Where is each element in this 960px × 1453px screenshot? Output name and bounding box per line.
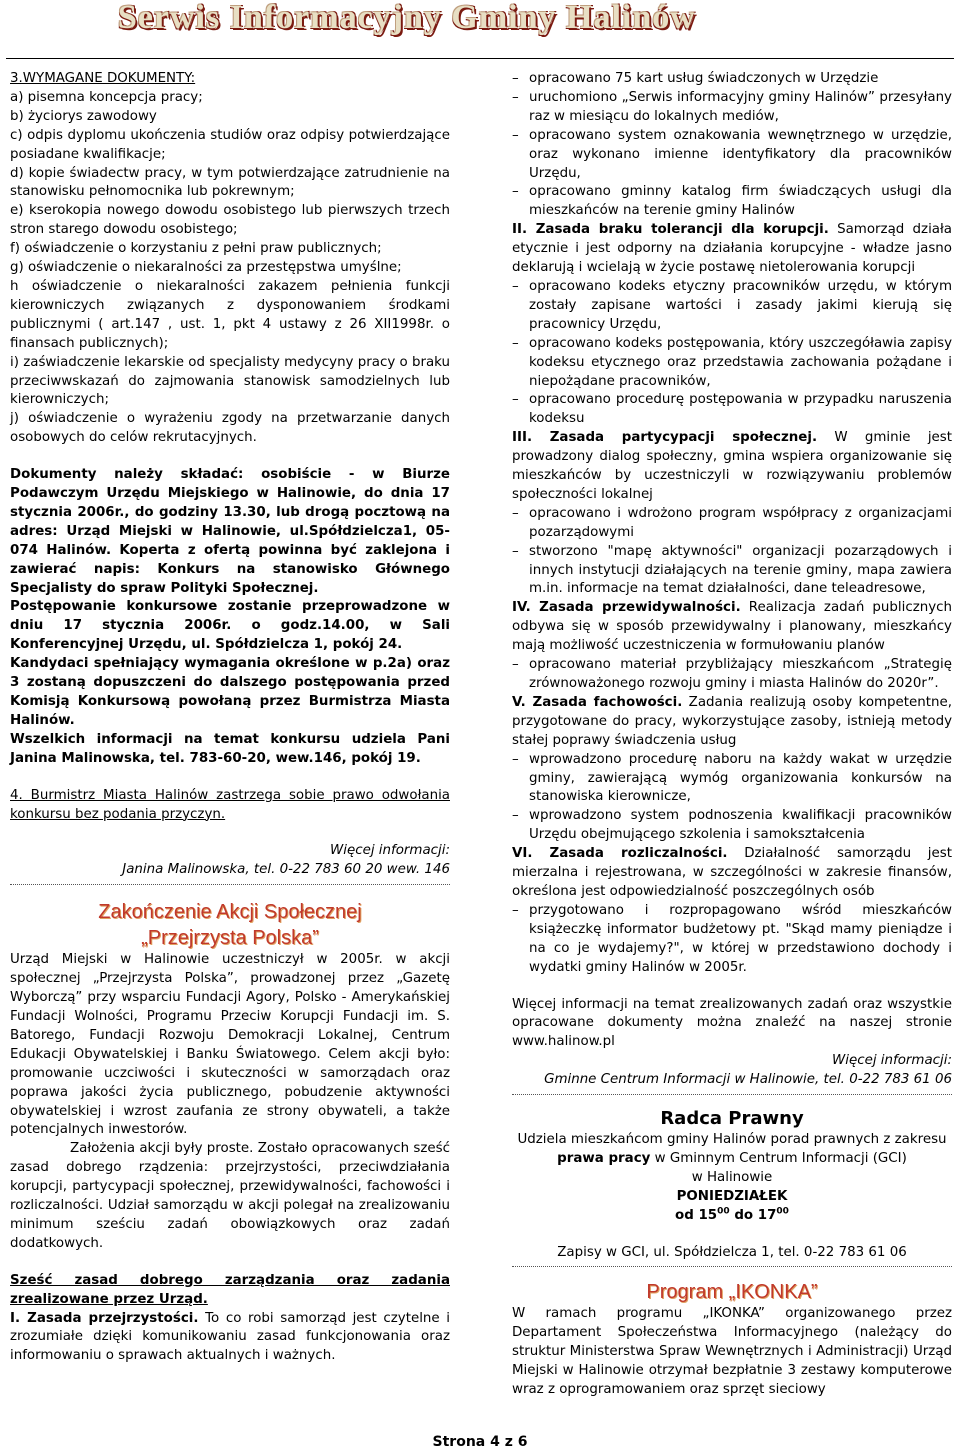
list-item: – przygotowano i rozpropagowano wśród mieszkańców książeczkę informator budżetowy pt. "Skąd mamy pieniądze i na co je wydajemy?", w której w przedstawiono dochody i wydatki gminy Halinów w 2005r. (512, 902, 952, 975)
more-info-contact: Gminne Centrum Informacji w Halinowie, tel. 0-22 783 61 06 (544, 1072, 952, 1088)
cancel-clause: 4. Burmistrz Miasta Halinów zastrzega sobie prawo odwołania konkursu bez podania przyczyn. (10, 787, 450, 822)
radca-day: PONIEDZIAŁEK (676, 1188, 788, 1204)
principle-1-head: I. Zasada przejrzystości. (10, 1310, 199, 1326)
principle-5-text: Zadania realizują osoby kompetentne, przygotowane do pracy, wykorzystujące zasoby, istnieją metody stałej poprawy świadczenia usług (512, 694, 953, 748)
radca-title: Radca Prawny (660, 1108, 804, 1130)
akcja-paragraph-2: Założenia akcji były proste. Zostało opracowanych sześć zasad dobrego rządzenia: przejrzystości, przeciwdziałania korupcji, partycypacji społecznej, przewidywalności, fachowości i rozliczalności. Udział samorządu w akcji polegał na zrealizowaniu minimum sześciu zadań obowiązkowych oraz zadań dodatkowych. (10, 1141, 450, 1251)
list-item: c) odpis dyplomu ukończenia studiów oraz odpisy potwierdzające posiadane kwalifikacje; (10, 127, 450, 162)
separator (512, 1094, 952, 1095)
principle-5-head: V. Zasada fachowości. (512, 694, 683, 710)
list-item: g) oświadczenie o niekaralności za przestępstwa umyślne; (10, 260, 402, 276)
list-item: e) kserokopia nowego dowodu osobistego lub pierwszych trzech stron starego dowodu osobistego; (10, 203, 450, 238)
principle-1 (10, 1310, 450, 1367)
submission-info (10, 466, 450, 769)
list-item: j) oświadczenie o wyrażeniu zgody na przetwarzanie danych osobowych do celów rekrutacyjnych. (10, 411, 450, 446)
banner (0, 0, 960, 36)
list-item: – opracowano system oznakowania wewnętrznego w urzędzie, oraz wykonano imienne identyfikatory dla pracowników Urzędu, (512, 127, 952, 181)
akcja-subtitle: „Przejrzysta Polska” (141, 927, 319, 950)
list-item: – wprowadzono procedurę naboru na każdy wakat w urzędzie gminy, zawierającą wymóg organizowania konkursów na stanowiska kierownicze, (512, 751, 952, 805)
list-item: – stworzono "mapę aktywności" organizacji pozarządowych i innych instytucji działających na terenie gminy, mapa zawiera m.in. informacje na temat działalności, dane teleadresowe, (512, 543, 952, 597)
separator (512, 1266, 952, 1267)
principle-5 (512, 694, 952, 751)
principle-4-text: Realizacja zadań publicznych odbywa się w sposób przewidywalny i planowany, mieszkańcy mają możliwość uczestniczenia w formułowaniu planów (512, 600, 953, 654)
akcja-paragraph-1: Urząd Miejski w Halinowie uczestniczył w 2005r. w akcji społecznej „Przejrzysta Polska”, prowadzonej przez „Gazetę Wyborczą” przy wsparciu Fundacji Agory, Polsko - Amerykańskiej Fundacji Wolności, Programu Przeciw Korupcji Fundacji im. S. Batorego, Fundacji Rozwoju Demokracji Lokalnej, Centrum Edukacji Obywatelskiej i Banku Światowego. Celem akcji było: promowanie uczciwości i skuteczności w samorządach oraz poprawa jakości życia publicznego, pobudzenie aktywności obywatelskiej i wzrost zaufania ze strony obywateli, a także potencjalnych inwestorów. (10, 952, 450, 1138)
page-number: Strona 4 z 6 (432, 1434, 528, 1450)
principle-4-head: IV. Zasada przewidywalności. (512, 600, 741, 616)
list-item: – opracowano i wdrożono program współpracy z organizacjami pozarządowymi (512, 505, 952, 540)
more-info-label: Więcej informacji: (330, 843, 450, 859)
more-info-contact: Janina Malinowska, tel. 0-22 783 60 20 wew. 146 (122, 862, 450, 878)
more-info-paragraph: Więcej informacji na temat zrealizowanych zadań oraz wszystkie opracowane dokumenty można znaleźć na naszej stronie www.halinow.pl (512, 996, 952, 1050)
requirements-title: 3.WYMAGANE DOKUMENTY: (10, 71, 196, 86)
list-item: – wprowadzono system podnoszenia kwalifikacji pracowników Urzędu obejmującego szkolenia i samokształcenia (512, 808, 952, 843)
requirements-list (10, 89, 450, 448)
principle-6-head: VI. Zasada rozliczalności. (512, 846, 728, 862)
radca-line-2: prawa pracy w Gminnym Centrum Informacji (GCI) (557, 1150, 907, 1166)
radca-signup: Zapisy w GCI, ul. Spółdzielcza 1, tel. 0-22 783 61 06 (557, 1244, 907, 1260)
contact-paragraph: Wszelkich informacji na temat konkursu udziela Pani Janina Malinowska, tel. 783-60-20, wew.146, pokój 19. (10, 731, 450, 766)
right-column (512, 70, 952, 1400)
list-item: – opracowano procedurę postępowania w przypadku naruszenia kodeksu (512, 392, 952, 427)
list-item: f) oświadczenie o korzystaniu z pełni praw publicznych; (10, 241, 382, 257)
more-info-label: Więcej informacji: (832, 1053, 952, 1069)
list-item: – opracowano gminny katalog firm świadczących usługi dla mieszkańców na terenie gminy Halinów (512, 184, 952, 219)
principle-3-text: W gminie jest prowadzony dialog społeczny, gmina wspiera organizowanie się mieszkańców by uczestniczyli w rozwiązywaniu problemów społeczności lokalnej (512, 430, 953, 502)
principle-2-text: Samorząd działa etycznie i jest odporny na działania korupcyjne - władze jasno deklarują i wcielają w życie postawę nietolerowania korupcji (512, 222, 953, 276)
principle-3-head: III. Zasada partycypacji społecznej. (512, 430, 818, 446)
list-item: – uruchomiono „Serwis informacyjny gminy Halinów” przesyłany raz w miesiącu do lokalnych mediów, (512, 89, 952, 124)
list-item: d) kopie świadectw pracy, w tym potwierdzające zatrudnienie na stanowisku pełnomocnika lub pokrewnym; (10, 165, 450, 200)
principle-2-head: II. Zasada braku tolerancji dla korupcji. (512, 222, 829, 238)
principle-6-text: Działalność samorządu jest mierzalna i rejestrowana, w szczególności w zakresie finansów, określona jest odpowiedzialność poszczególnych osób (512, 846, 952, 899)
principle-3 (512, 429, 952, 505)
procedure-paragraph: Postępowanie konkursowe zostanie przeprowadzone w dniu 17 stycznia 2006r. o godz.14.00, w Sali Konferencyjnej Urzędu, ul. Spółdzielcza 1, pokój 24. (10, 599, 450, 653)
left-column (10, 70, 450, 1366)
radca-line-3: w Halinowie (691, 1169, 773, 1185)
list-item: i) zaświadczenie lekarskie od specjalisty medycyny pracy o braku przeciwwskazań do zajmowania stanowisk samodzielnych lub kierowniczych; (10, 354, 450, 408)
radca-hours: od $15^{00}$ do $17^{00}$ (675, 1206, 789, 1223)
radca-line-1: Udziela mieszkańcom gminy Halinów porad prawnych z zakresu (517, 1132, 947, 1148)
six-principles-title: Sześć zasad dobrego zarządzania oraz zadania zrealizowane przez Urząd. (10, 1272, 450, 1307)
candidates-paragraph: Kandydaci spełniający wymagania określone w p.2a) oraz 3 zostaną dopuszczeni do dalszego postępowania przed Komisją Konkursową powołaną przez Burmistrza Miasta Halinów. (10, 656, 450, 728)
list-item: – opracowano materiał przybliżający mieszkańcom „Strategię zrównoważonego rozwoju gminy i miasta Halinów do 2020r”. (512, 657, 952, 691)
banner-title: Serwis Informacyjny Gminy Halinów (118, 0, 696, 36)
principle-1-text: To co robi samorząd jest czytelne i zrozumiałe dzięki komunikowaniu zasad funkcjonowania oraz informowaniu o sprawach aktualnych i ważnych. (10, 1310, 451, 1364)
list-item: b) życiorys zawodowy (10, 108, 157, 124)
top-rule (6, 58, 954, 59)
list-item: – opracowano kodeks etyczny pracowników urzędu, w którym zostały zapisane wartości i zasady jakimi kierują się pracownicy Urzędu, (512, 278, 952, 332)
akcja-title: Zakończenie Akcji Społecznej (98, 901, 362, 924)
principle-6 (512, 845, 952, 902)
list-item: h oświadczenie o niekaralności zakazem pełnienia funkcji kierowniczych związanych z dysponowaniem środkami publicznymi ( art.147 , ust. 1, pkt 4 ustawy z 26 XII1998r. o finansach publicznych); (10, 278, 450, 351)
principle-2 (512, 221, 952, 278)
principle-4 (512, 599, 952, 656)
list-item: – opracowano kodeks postępowania, który uszczegóławia zapisy kodeksu etycznego oraz przedstawia zachowania pożądane i niepożądane pracowników, (512, 335, 952, 389)
separator (10, 884, 450, 885)
list-item: a) pisemna koncepcja pracy; (10, 89, 203, 105)
ikonka-paragraph: W ramach programu „IKONKA” organizowanego przez Departament Społeczeństwa Informacyjnego (należący do struktur Ministerstwa Spraw Wewnętrznych i Administracji) Urząd Miejski w Halinowie otrzymał bezpłatnie 3 zestawy komputerowe wraz z oprogramowaniem oraz sprzęt sieciowy (512, 1306, 952, 1398)
submission-paragraph: Dokumenty należy składać: osobiście - w Biurze Podawczym Urzędu Miejskiego w Halinowie, do dnia 17 stycznia 2006r., do godziny 13.30, lub drogą pocztową na adres: Urząd Miejski w Halinowie, ul.Spółdzielcza1, 05-074 Halinów. Koperta z ofertą powinna być zaklejona i zawierać napis: Konkurs na stanowisko Głównego Specjalisty do spraw Polityki Społecznej. (10, 467, 450, 596)
ikonka-title: Program „IKONKA” (646, 1281, 818, 1304)
list-item: – opracowano 75 kart usług świadczonych w Urzędzie (512, 71, 879, 86)
